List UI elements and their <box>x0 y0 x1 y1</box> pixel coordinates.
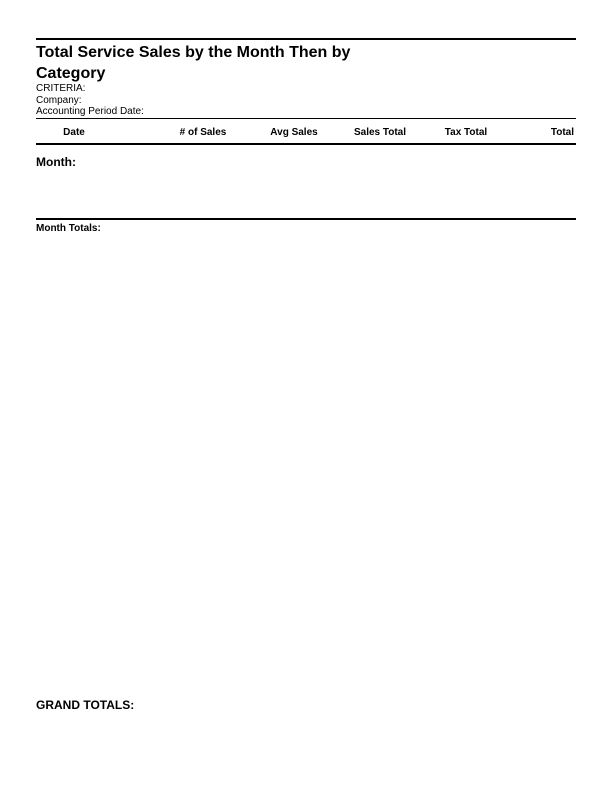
header-divider <box>36 143 576 145</box>
month-totals-label: Month Totals: <box>36 223 101 234</box>
grand-totals-label: GRAND TOTALS: <box>36 698 135 712</box>
column-header-total: Total <box>550 127 574 138</box>
column-header-date: Date <box>63 127 85 138</box>
column-header-tax-total: Tax Total <box>444 127 488 138</box>
criteria-divider <box>36 118 576 119</box>
criteria-label: CRITERIA: <box>36 83 86 94</box>
column-header-avg-sales: Avg Sales <box>270 127 318 138</box>
report-title: Total Service Sales by the Month Then by Category <box>36 44 351 82</box>
column-header-number-of-sales: # of Sales <box>179 127 227 138</box>
month-label: Month: <box>36 155 76 169</box>
accounting-period-label: Accounting Period Date: <box>36 106 144 117</box>
column-header-sales-total: Sales Total <box>353 127 407 138</box>
company-label: Company: <box>36 95 82 106</box>
month-divider <box>36 218 576 220</box>
top-divider <box>36 38 576 40</box>
